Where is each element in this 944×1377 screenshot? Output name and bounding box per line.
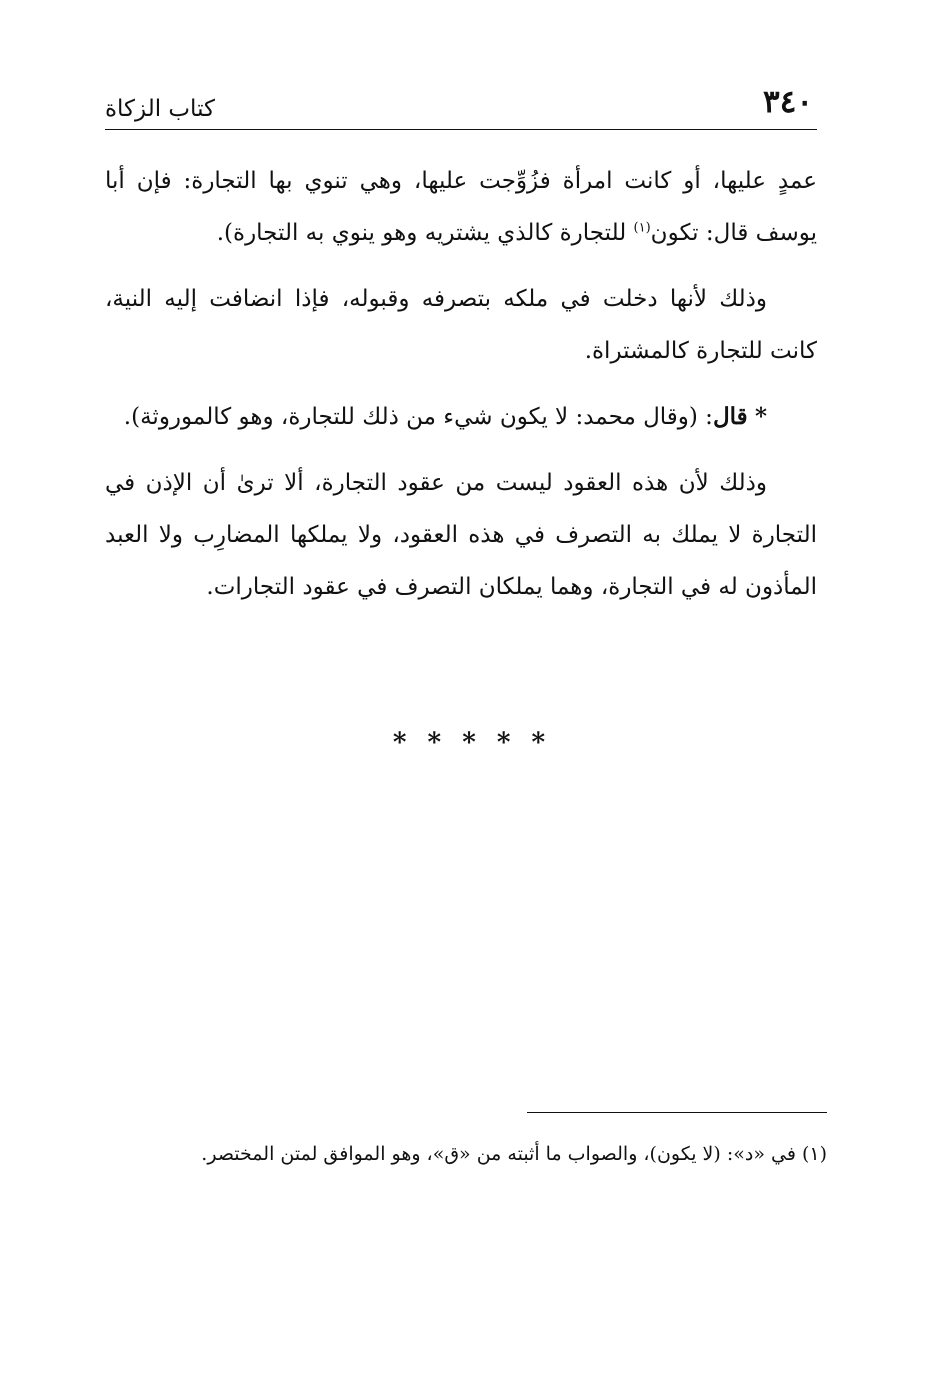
paragraph-3-text: : (وقال محمد: لا يكون شيء من ذلك للتجارة، وهو كالموروثة).	[123, 404, 713, 430]
section-separator: * * * * *	[392, 728, 552, 758]
footnote-rule	[527, 1112, 827, 1113]
paragraph-1-text-b: للتجارة كالذي يشتريه وهو ينوي به التجارة).	[216, 220, 634, 246]
main-text	[105, 155, 817, 627]
page-number: ٣٤٠	[763, 84, 813, 120]
paragraph-3	[105, 391, 817, 443]
header-rule	[105, 129, 817, 130]
running-head: كتاب الزكاة	[105, 96, 215, 122]
qal-keyword: قال	[712, 403, 748, 430]
star-marker: *	[754, 403, 767, 430]
paragraph-2: وذلك لأنها دخلت في ملكه بتصرفه وقبوله، فإذا انضافت إليه النية، كانت للتجارة كالمشتراة.	[105, 286, 817, 364]
page-header	[105, 78, 817, 128]
paragraph-4: وذلك لأن هذه العقود ليست من عقود التجارة، ألا ترىٰ أن الإذن في التجارة لا يملك به التصرف في هذه العقود، ولا يملكها المضارِب ولا العبد المأذون له في التجارة، وهما يملكان التصرف في عقود التجارات.	[105, 470, 817, 600]
footnote-marker: (١)	[633, 220, 651, 236]
paragraph-1-text-a: عمدٍ عليها، أو كانت امرأة فزُوِّجت عليها، وهي تنوي بها التجارة: فإن أبا يوسف قال: تكون	[105, 168, 817, 246]
footnote: (١) في «د»: (لا يكون)، والصواب ما أثبته من «ق»، وهو الموافق لمتن المختصر.	[201, 1143, 827, 1165]
paragraph-1	[105, 155, 817, 259]
